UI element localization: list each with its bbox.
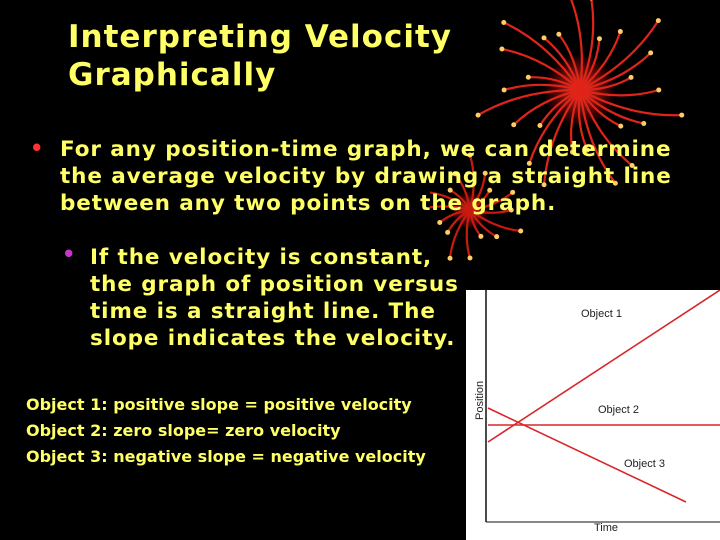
object-1-description: Object 1: positive slope = positive velocity [26,395,412,414]
bullet-2: If the velocity is constant, the graph of position versus time is a straight line. The slope indicates the velocity. [90,245,459,351]
firework-spark [618,29,623,34]
object-3-description: Object 3: negative slope = negative velocity [26,447,426,466]
firework-spark [501,20,506,25]
object-3-label: Object 3 [624,458,665,470]
firework-spark [437,220,442,225]
graph-svg [466,290,720,540]
bullet-1: For any position-time graph, we can determine the average velocity by drawing a straight line between any two points on the graph. [60,137,672,216]
firework-spark [618,124,623,129]
x-axis-label: Time [594,522,619,534]
firework-spark [641,121,646,126]
firework-spark [494,234,499,239]
object-2-label: Object 2 [598,404,639,416]
bullet-dot-1: • [30,136,44,160]
firework-spark [556,32,561,37]
firework-spark [478,234,483,239]
firework-spark [541,35,546,40]
object-3-line [488,408,686,502]
firework-spark [629,75,634,80]
firework-spark [597,36,602,41]
position-time-graph [466,290,720,540]
slide-title [68,18,452,94]
firework-spark [476,113,481,118]
firework-spark [656,18,661,23]
firework-spark [656,88,661,93]
firework-spark [537,123,542,128]
object-descriptions [26,392,426,470]
firework-spark [502,88,507,93]
title-line-2: Graphically [68,57,277,93]
firework-spark [511,122,516,127]
firework-spark [526,75,531,80]
object-1-label: Object 1 [581,308,622,320]
firework-spark [499,47,504,52]
bullet-dot-2: • [62,242,76,266]
firework-spark [589,0,594,1]
firework-spark [445,230,450,235]
y-axis-label: Position [474,380,486,420]
title-line-1: Interpreting Velocity [68,19,453,55]
object-2-description: Object 2: zero slope= zero velocity [26,421,341,440]
firework-spark [679,113,684,118]
firework-spark [518,229,523,234]
firework-spark [648,50,653,55]
